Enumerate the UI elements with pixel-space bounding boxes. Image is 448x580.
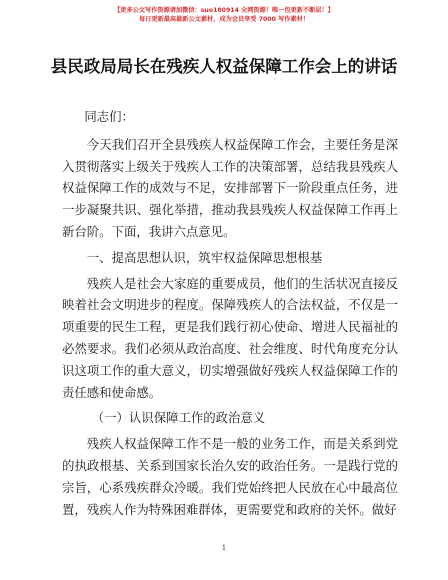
greeting: 同志们： [84,109,134,124]
promo-banner [0,6,448,24]
promo-banner-line-1: 【更多公文写作资源请加微信：suo180914 全网资源！唯一包更新不断层！】 [114,7,334,14]
promo-banner-line-2: 每日更新最高最新公文素材，成为会员享受 7000 写作素材！ [138,16,310,23]
body-paragraph-1: 残疾人是社会大家庭的重要成员，他们的生活状况直接反映着社会文明进步的程度。保障残疾人的合法权益，不仅是一项重要的民生工程，更是我们践行初心使命、增进人民福祉的必然要求。我们必须从政治高度、社会维度、时代角度充分认识这项工作的重大意义，切实增强做好残疾人权益保障工作的责任感和使命感。 [62,275,398,400]
subsection-heading-1: （一）认识保障工作的政治意义 [91,410,266,426]
body-paragraph-2: 残疾人权益保障工作不是一般的业务工作，而是关系到党的执政根基、关系到国家长治久安的政治任务。一是践行党的宗旨，心系残疾群众冷暖。我们党始终把人民放在心中最高位置，残疾人作为特殊困难群体，更需要党和政府的关怀。做好 [62,436,398,517]
document-title: 县民政局局长在残疾人权益保障工作会上的讲话 [50,57,398,76]
section-heading-1: 一、提高思想认识，筑牢权益保障思想根基 [86,249,323,265]
intro-paragraph: 今天我们召开全县残疾人权益保障工作会，主要任务是深入贯彻落实上级关于残疾人工作的决策部署，总结我县残疾人权益保障工作的成效与不足，安排部署下一阶段重点任务，进一步凝聚共识、强化举措，推动我县残疾人权益保障工作再上新台阶。下面，我讲六点意见。 [62,136,398,239]
page-number: 1 [221,544,227,552]
document-body [62,106,398,520]
